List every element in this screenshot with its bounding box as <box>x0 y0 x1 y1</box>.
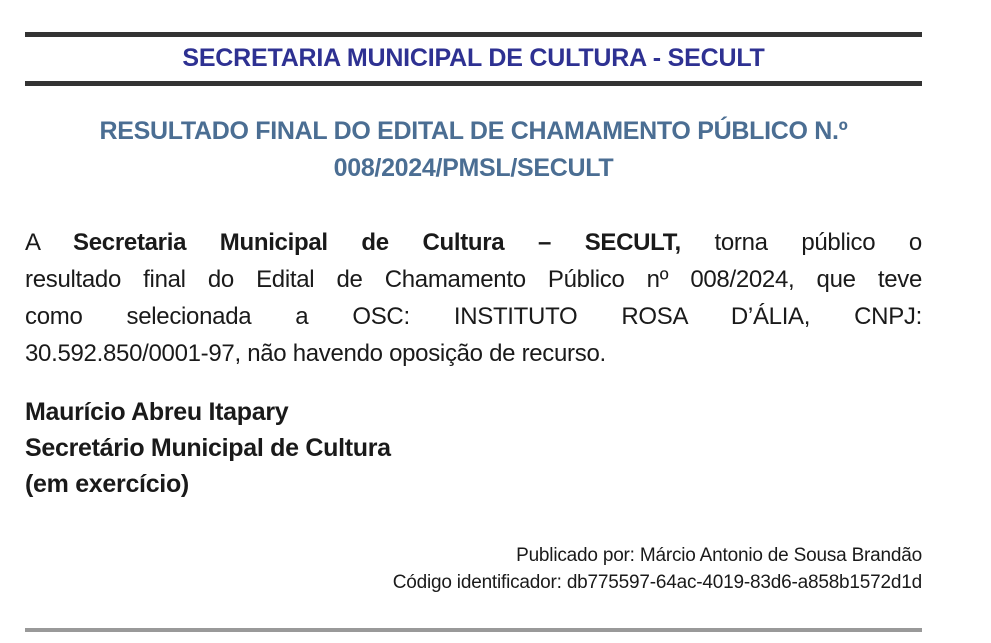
signature-block <box>25 394 922 502</box>
paragraph-line-1-suffix: torna público o <box>714 229 922 256</box>
identifier-code-line: Código identificador: db775597-64ac-4019-83d6-a858b1572d1d <box>392 572 922 593</box>
heading-line-1: RESULTADO FINAL DO EDITAL DE CHAMAMENTO PÚBLICO N.º <box>99 117 848 145</box>
paragraph-line-2: resultado final do Edital de Chamamento Público nº 008/2024, que teve <box>25 266 922 293</box>
masthead-bottom-divider <box>25 81 922 86</box>
published-by-line: Publicado por: Márcio Antonio de Sousa Brandão <box>516 545 922 566</box>
heading-line-2: 008/2024/PMSL/SECULT <box>333 154 614 182</box>
document-heading <box>25 113 922 187</box>
bottom-divider <box>25 628 922 632</box>
paragraph-line-4: 30.592.850/0001-97, não havendo oposição de recurso. <box>25 340 606 367</box>
masthead-title: SECRETARIA MUNICIPAL DE CULTURA - SECULT <box>182 44 765 72</box>
signer-role: Secretário Municipal de Cultura <box>25 434 391 462</box>
top-divider <box>25 32 922 37</box>
signer-name: Maurício Abreu Itapary <box>25 398 289 426</box>
paragraph-line-1-prefix: A <box>25 229 40 256</box>
body-paragraph <box>25 224 922 372</box>
publication-footer <box>25 542 922 596</box>
paragraph-line-1 <box>25 224 922 261</box>
organization-name-bold: Secretaria Municipal de Cultura – SECULT, <box>73 229 681 256</box>
paragraph-line-3: como selecionada a OSC: INSTITUTO ROSA D’ÁLIA, CNPJ: <box>25 303 922 330</box>
signer-note: (em exercício) <box>25 470 189 498</box>
